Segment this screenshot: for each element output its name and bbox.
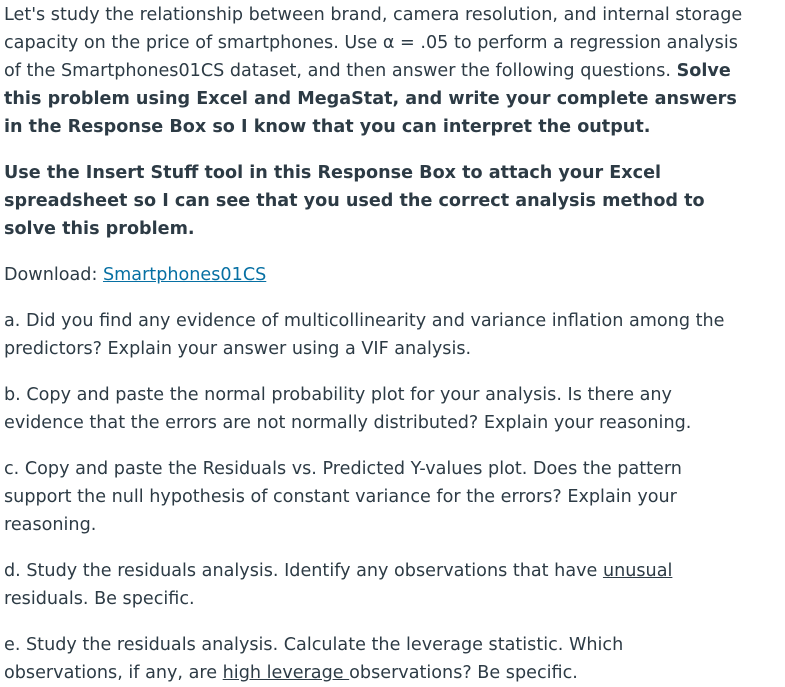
question-d [4, 557, 744, 613]
download-paragraph [4, 261, 744, 289]
download-label: Download: [4, 265, 103, 285]
question-e [4, 631, 744, 687]
intro-text-continued: = .05 to perform a regression analysis of the Smartphones01CS dataset, and then answer the following questions. [4, 33, 738, 81]
question-e-underlined: high leverage [222, 663, 350, 683]
dataset-download-link[interactable]: Smartphones01CS [102, 265, 267, 285]
intro-text: Let's study the relationship between brand, camera resolution, and internal storage capacity on the price of smartphones. Use [4, 5, 743, 53]
question-b: b. Copy and paste the normal probability plot for your analysis. Is there any evidence that the errors are not normally distributed? Explain your reasoning. [4, 385, 692, 433]
intro-paragraph [4, 0, 744, 141]
question-e-text: e. Study the residuals analysis. Calculate the leverage statistic. Which observations, if any, are [4, 635, 624, 683]
intro-bold-instruction: Solve this problem using Excel and MegaStat, and write your complete answers in the Response Box so I know that you can interpret the output. [4, 61, 737, 137]
alpha-symbol: α [382, 33, 395, 53]
question-d-underlined: unusual [602, 561, 673, 581]
question-c: c. Copy and paste the Residuals vs. Predicted Y-values plot. Does the pattern support the null hypothesis of constant variance for the errors? Explain your reasoning. [4, 459, 682, 535]
question-d-text-end: residuals. Be specific. [4, 589, 195, 609]
question-e-text-end: observations? Be specific. [349, 663, 578, 683]
insert-note-text: Use the Insert Stuff tool in this Response Box to attach your Excel spreadsheet so I can see that you used the correct analysis method to solve this problem. [4, 163, 705, 239]
question-d-text: d. Study the residuals analysis. Identify any observations that have [4, 561, 603, 581]
insert-note-paragraph [4, 159, 744, 243]
question-a: a. Did you find any evidence of multicollinearity and variance inflation among the predictors? Explain your answer using a VIF analysis. [4, 311, 725, 359]
